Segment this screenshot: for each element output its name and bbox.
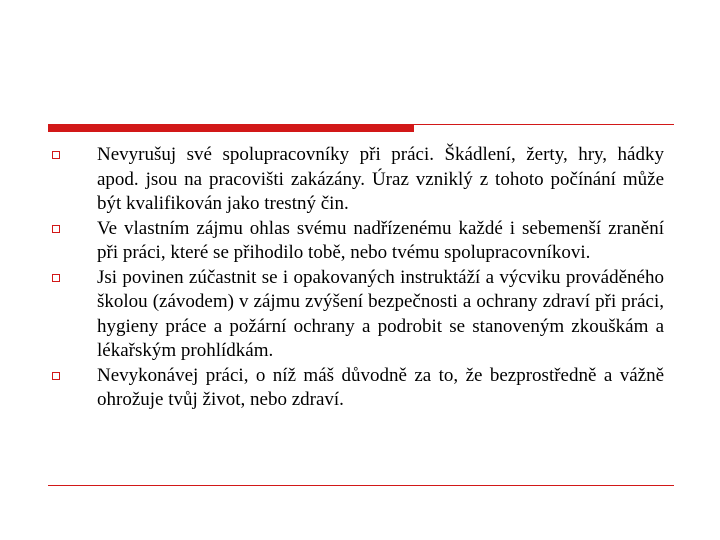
bullet-text-1: Nevyrušuj své spolupracovníky při práci. Škádlení, žerty, hry, hádky apod. jsou na pracovišti zakázány. Úraz vzniklý z tohoto počínání může být kvalifikován jako trestný čin. (97, 144, 664, 214)
bullet-item-3 (52, 266, 664, 364)
bottom-divider-rule (48, 485, 674, 486)
bullet-item-2 (52, 217, 664, 266)
top-accent-bar (48, 124, 414, 132)
hollow-square-icon (52, 274, 60, 282)
bullet-text-2: Ve vlastním zájmu ohlas svému nadřízenému každé i sebemenší zranění při práci, které se přihodilo tobě, nebo tvému spolupracovníkovi. (97, 217, 664, 263)
bullet-text-3: Jsi povinen zúčastnit se i opakovaných instruktáží a výcviku prováděného školou (závodem) v zájmu zvýšení bezpečnosti a ochrany zdraví při práci, hygieny práce a požární ochrany a podrobit se stanoveným zkouškám a lékařským prohlídkám. (97, 266, 664, 361)
hollow-square-icon (52, 151, 60, 159)
bullet-item-1 (52, 143, 664, 217)
bullet-text-4: Nevykonávej práci, o níž máš důvodně za to, že bezprostředně a vážně ohrožuje tvůj život, nebo zdraví. (97, 364, 664, 410)
bullet-list (52, 143, 664, 413)
bullet-item-4 (52, 364, 664, 413)
hollow-square-icon (52, 225, 60, 233)
hollow-square-icon (52, 372, 60, 380)
